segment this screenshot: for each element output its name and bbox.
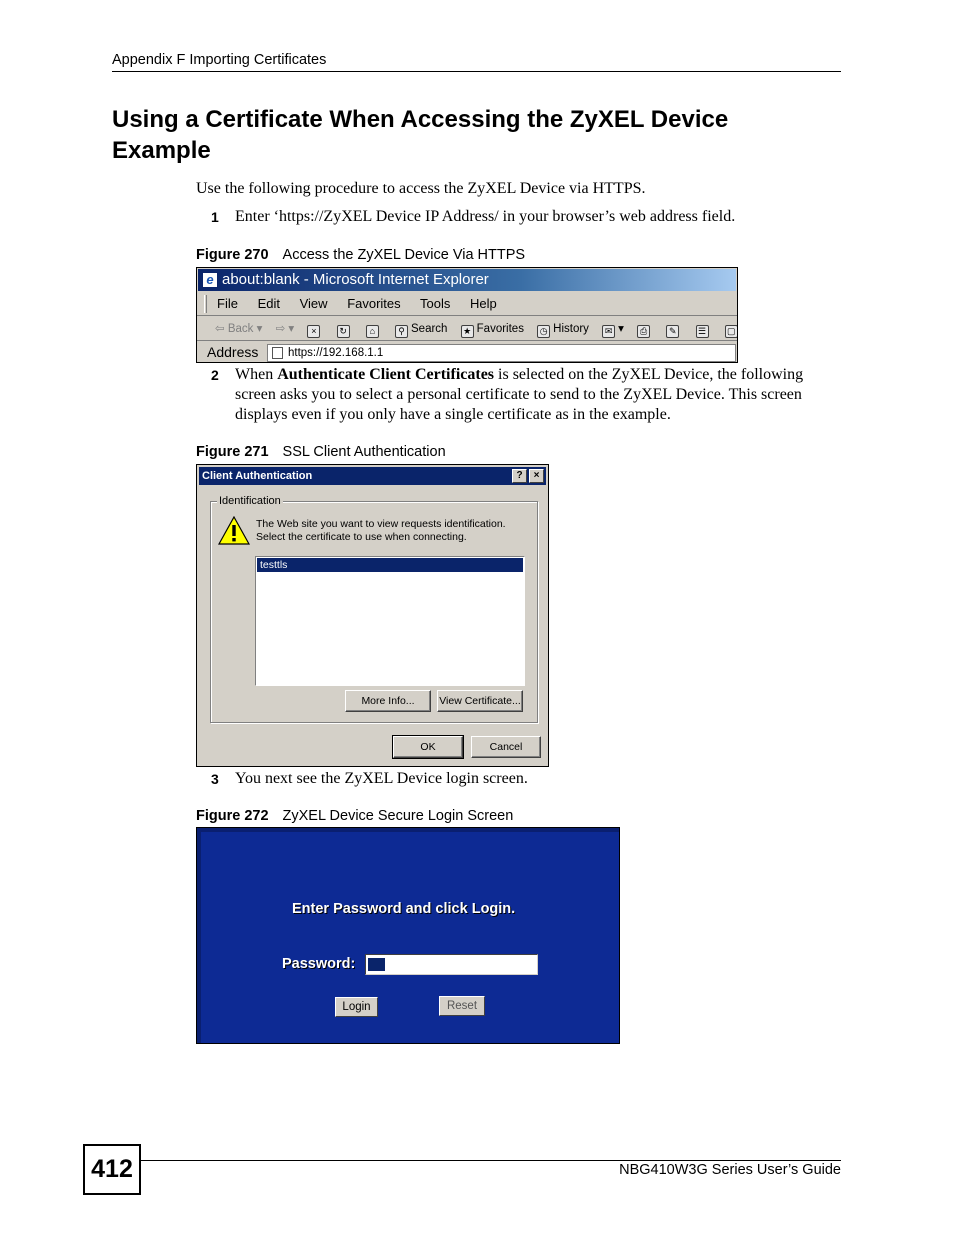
client-auth-dialog — [196, 464, 549, 767]
back-label: Back — [227, 323, 254, 335]
guide-title: NBG410W3G Series User’s Guide — [619, 1162, 841, 1178]
edit-icon: ✎ — [666, 325, 679, 338]
address-value: https://192.168.1.1 — [288, 347, 384, 359]
menu-tools[interactable]: Tools — [420, 296, 451, 311]
folder-button[interactable] — [725, 317, 738, 341]
dialog-title: Client Authentication — [202, 470, 313, 482]
menu-view[interactable]: View — [299, 296, 328, 311]
message-line-1: The Web site you want to view requests identification. — [256, 518, 506, 530]
ie-menu-bar — [197, 292, 737, 316]
menu-edit[interactable]: Edit — [257, 296, 280, 311]
ie-title-bar — [198, 269, 736, 291]
mail-icon: ✉ — [602, 325, 615, 338]
step-3-number: 3 — [211, 771, 219, 787]
menu-help[interactable]: Help — [470, 296, 497, 311]
help-icon[interactable]: ? — [512, 469, 527, 483]
figure-270-caption — [196, 247, 525, 263]
ie-address-bar — [197, 342, 737, 363]
step-3-text: You next see the ZyXEL Device login screen. — [235, 770, 528, 787]
refresh-icon: ↻ — [337, 325, 350, 338]
forward-button[interactable]: ⇨ ▾ — [275, 323, 295, 335]
message-line-2: Select the certificate to use when connecting. — [256, 531, 467, 543]
password-selection — [368, 958, 385, 971]
figure-272-caption — [196, 808, 513, 824]
identification-message — [256, 518, 526, 544]
figure-271-caption — [196, 444, 446, 460]
login-button[interactable]: Login — [335, 997, 378, 1017]
figure-272-label: Figure 272 — [196, 808, 269, 824]
step-2-pre: When — [235, 366, 278, 383]
password-label: Password: — [282, 956, 356, 972]
favorites-button[interactable] — [461, 317, 524, 341]
intro-paragraph: Use the following procedure to access the ZyXEL Device via HTTPS. — [196, 180, 646, 197]
running-header: Appendix F Importing Certificates — [112, 52, 327, 68]
folder-icon: ▢ — [725, 325, 738, 338]
figure-272-title: ZyXEL Device Secure Login Screen — [282, 808, 514, 824]
stop-button[interactable] — [307, 317, 323, 341]
favorites-label: Favorites — [476, 323, 524, 335]
reset-button[interactable]: Reset — [439, 996, 485, 1016]
certificate-list[interactable] — [255, 556, 525, 686]
page-number: 412 — [83, 1144, 141, 1195]
step-2-number: 2 — [211, 367, 219, 383]
stop-icon: × — [307, 325, 320, 338]
ie-browser-window — [196, 267, 738, 363]
section-title: Using a Certificate When Accessing the ZyXEL Device Example — [112, 106, 729, 164]
list-item[interactable]: testtls — [257, 558, 523, 572]
footer-rule — [141, 1160, 841, 1161]
history-button[interactable] — [537, 317, 589, 341]
dialog-title-bar — [199, 467, 546, 485]
menu-grip-icon — [204, 295, 207, 313]
figure-270-title: Access the ZyXEL Device Via HTTPS — [282, 247, 526, 263]
history-icon: ◷ — [537, 325, 550, 338]
step-2-bold-term: Authenticate Client Certificates — [277, 366, 495, 383]
address-label: Address — [207, 344, 259, 360]
step-1-number: 1 — [211, 209, 219, 225]
refresh-button[interactable] — [337, 317, 353, 341]
close-icon[interactable]: × — [529, 469, 544, 483]
home-icon: ⌂ — [366, 325, 379, 338]
step-2-post: is selected on the ZyXEL Device, the following screen asks you to select a personal certificate to send to the ZyXEL Device. This screen displays even if you only have a single certificate as in the example. — [235, 366, 804, 423]
back-button[interactable]: ⇦ Back ▾ — [215, 323, 263, 335]
home-button[interactable] — [366, 317, 382, 341]
history-label: History — [553, 323, 589, 335]
ie-logo-icon: e — [202, 272, 218, 288]
login-prompt: Enter Password and click Login. — [292, 901, 516, 917]
cancel-button[interactable]: Cancel — [471, 736, 541, 758]
menu-file[interactable]: File — [217, 296, 238, 311]
mail-button[interactable]: ✉ ▾ — [602, 317, 624, 341]
search-label: Search — [411, 323, 448, 335]
edit-button[interactable] — [666, 317, 682, 341]
ie-toolbar — [197, 317, 737, 341]
warning-icon — [218, 516, 250, 546]
step-1-text: Enter ‘https://ZyXEL Device IP Address/ in your browser’s web address field. — [235, 208, 736, 225]
address-input[interactable] — [267, 344, 736, 362]
discuss-icon: ☰ — [696, 325, 709, 338]
discuss-button[interactable] — [696, 317, 712, 341]
ie-window-title: about:blank - Microsoft Internet Explorer — [222, 271, 489, 288]
secure-login-screen — [196, 827, 620, 1044]
identification-label: Identification — [219, 495, 281, 507]
menu-favorites[interactable]: Favorites — [347, 296, 401, 311]
print-icon: ⎙ — [637, 325, 650, 338]
identification-group — [210, 495, 538, 723]
view-certificate-button[interactable]: View Certificate... — [437, 690, 523, 712]
more-info-button[interactable]: More Info... — [345, 690, 431, 712]
step-2-text — [235, 365, 841, 425]
header-rule — [112, 71, 841, 72]
figure-270-label: Figure 270 — [196, 247, 269, 263]
figure-271-label: Figure 271 — [196, 444, 269, 460]
search-button[interactable] — [395, 317, 447, 341]
print-button[interactable] — [637, 317, 653, 341]
figure-271-title: SSL Client Authentication — [282, 444, 446, 460]
password-input[interactable] — [365, 954, 538, 975]
back-arrow-icon: ⇦ — [215, 323, 228, 335]
ok-button[interactable]: OK — [393, 736, 463, 758]
page-icon — [272, 347, 283, 359]
favorites-icon: ★ — [461, 325, 474, 338]
search-icon: ⚲ — [395, 325, 408, 338]
